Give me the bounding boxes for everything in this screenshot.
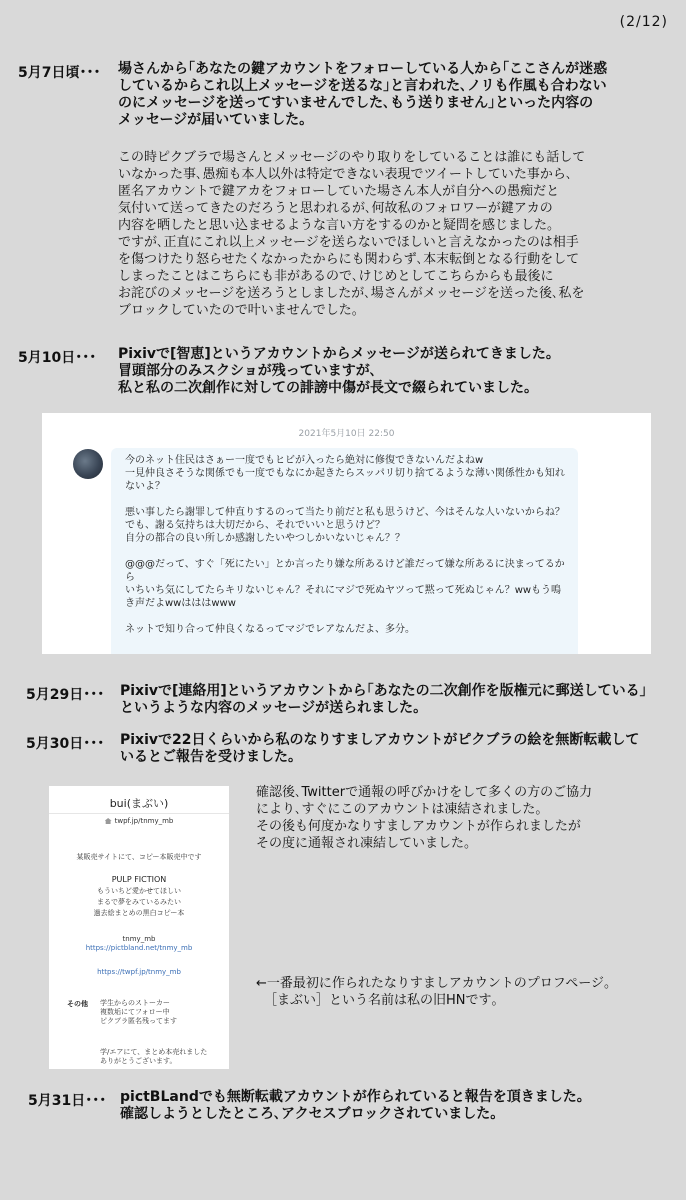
profile-handle: tnmy_mb xyxy=(122,935,156,943)
profile-link-pictbland[interactable]: https://pictbland.net/tnmy_mb xyxy=(85,944,193,952)
text-line: ［まぶい］という名前は私の旧HNです｡ xyxy=(264,993,499,1008)
message-line: ネットで知り合って仲良くなるってマジでレアなんだよ、多分。 xyxy=(125,624,415,635)
text-line: 学生からのストーカー xyxy=(100,999,170,1007)
message-line: でも、謝る気持ちは大切だから、それでいいと思うけど？ xyxy=(125,520,385,531)
date-may29: 5月29日･･･ xyxy=(26,687,105,703)
profile-name: bui(まぶい) xyxy=(109,797,169,810)
date-may31: 5月31日･･･ xyxy=(28,1093,107,1109)
entry-may7-detail xyxy=(118,149,585,319)
divider xyxy=(49,813,229,814)
message-line: 一見仲良さそうな関係でも一度でもなにか起きたらスッパリ切り捨てるような薄い関係性かも知れ xyxy=(125,468,565,479)
date-may7: 5月7日頃･･･ xyxy=(18,65,101,81)
text-line: しまったことはこちらにも非があるので､けじめとしてこちらからも最後に xyxy=(118,269,554,284)
profile-link-twpf[interactable]: https://twpf.jp/tnmy_mb xyxy=(97,968,181,976)
entry-may31-summary xyxy=(120,1089,584,1123)
text-line: というような内容のメッセージが送られました｡ xyxy=(120,700,421,716)
text-line: 私と私の二次創作に対しての誹謗中傷が長文で綴られていました｡ xyxy=(118,380,531,396)
text-line: ←一番最初に作られたなりすましアカウントのプロフページ｡ xyxy=(256,976,611,991)
profile-desc-line: まるで夢をみているみたい xyxy=(97,898,181,906)
profile-screenshot xyxy=(49,786,229,1069)
message-line xyxy=(125,493,568,506)
text-line: 内容を晒したと思い込ませるような言い方をするのかと疑問を感じました｡ xyxy=(118,218,554,233)
home-icon xyxy=(105,818,112,824)
message-line: 悪い事したら謝罪して仲直りするのって当たり前だと私も思うけど、今はそんな人いないからね？ xyxy=(125,507,565,518)
profile-caption xyxy=(256,975,610,1009)
text-line: その度に通報され凍結していました｡ xyxy=(256,836,471,851)
message-line: 自分の都合の良い所しか感謝したいやつしかいないじゃん？？ xyxy=(125,533,405,544)
text-line: メッセージが届いていました｡ xyxy=(118,112,307,128)
text-line: を傷つけたり怒らせたくなかったからにも関わらず､本末転倒となる行動をして xyxy=(118,252,580,267)
text-line: しているからこれ以上メッセージを送るな｣と言われた､ノリも作風も合わない xyxy=(118,78,607,94)
text-line: ブロックしていたので叶いませんでした｡ xyxy=(118,303,359,318)
text-line: Pixivで22日くらいから私のなりすましアカウントがピクブラの絵を無断転載して xyxy=(120,732,640,748)
text-line: ピクブラ匿名残ってます xyxy=(100,1017,177,1025)
text-line: 冒頭部分のみスクショが残っていますが､ xyxy=(118,363,377,379)
entry-may30-summary xyxy=(120,732,639,766)
chat-screenshot xyxy=(42,413,651,654)
text-line: 複数垢にてフォロー中 xyxy=(100,1008,170,1016)
profile-section-text xyxy=(100,999,177,1026)
profile-section-label: その他 xyxy=(67,1000,88,1008)
avatar xyxy=(73,449,103,479)
text-line: 匿名アカウントで鍵アカをフォローしていた場さん本人が自分への愚痴だと xyxy=(118,184,560,199)
message-line: 今のネット住民はさぁー一度でもヒビが入ったら絶対に修復できないんだよねw xyxy=(125,455,484,466)
entry-may10-summary xyxy=(118,346,553,397)
text-line: いるとご報告を受けました｡ xyxy=(120,749,295,765)
message-line xyxy=(125,545,568,558)
profile-notice: 某販売サイトにて、コピー本販売中です xyxy=(76,853,202,861)
message-line: き声だよwwはははwww xyxy=(125,598,236,609)
entry-may30-detail xyxy=(256,784,592,852)
text-line: 気付いて送ってきたのだろうと思われるが､何故私のフォロワーが鍵アカの xyxy=(118,201,553,216)
text-line: Pixivで[連絡用]というアカウントから｢あなたの二次創作を版権元に郵送している｣ xyxy=(120,683,647,699)
message-line: @@@だって、すぐ「死にたい」とか言ったり嫌な所あるけど誰だって嫌な所あるに決まってるか xyxy=(125,559,565,570)
text-line: 確認しようとしたところ､アクセスブロックされていました｡ xyxy=(120,1106,498,1122)
text-line: Pixivで[智恵]というアカウントからメッセージが送られてきました｡ xyxy=(118,346,553,362)
message-line: いちいち気にしてたらキリないじゃん？それにマジで死ぬヤツって黙って死ぬじゃん？wwもう鳴 xyxy=(125,585,562,596)
entry-may7-summary xyxy=(118,61,607,129)
profile-link-label: twpf.jp/tnmy_mb xyxy=(114,817,174,825)
message-line: ないよ？ xyxy=(125,481,165,492)
text-line: 場さんから｢あなたの鍵アカウントをフォローしている人から｢ここさんが迷惑 xyxy=(118,61,608,77)
text-line: この時ピクブラで場さんとメッセージのやり取りをしていることは誰にも話して xyxy=(118,150,586,165)
text-line: のにメッセージを送ってすいませんでした､もう送りません｣といった内容の xyxy=(118,95,594,111)
profile-title: PULP FICTION xyxy=(111,875,167,884)
message-bubble xyxy=(111,448,578,654)
page-number: (2/12) xyxy=(619,14,668,30)
profile-footer xyxy=(100,1048,207,1066)
date-may30: 5月30日･･･ xyxy=(26,736,105,752)
chat-timestamp: 2021年5月10日 22:50 xyxy=(298,429,395,439)
message-line xyxy=(125,610,568,623)
profile-desc-line: もういちど愛かせてほしい xyxy=(97,887,181,895)
text-line: 確認後､Twitterで通報の呼びかけをして多くの方のご協力 xyxy=(256,785,593,800)
message-line: ら xyxy=(125,572,135,583)
text-line: 学/エアにて、まとめ本売れました xyxy=(100,1048,208,1056)
text-line: いなかった事､愚痴も本人以外は特定できない表現でツイートしていた事から､ xyxy=(118,167,573,182)
profile-link-top xyxy=(49,817,229,825)
text-line: ですが､正直にこれ以上メッセージを送らないでほしいと言えなかったのは相手 xyxy=(118,235,579,250)
text-line: お詫びのメッセージを送ろうとしましたが､場さんがメッセージを送った後､私を xyxy=(118,286,585,301)
text-line: その後も何度かなりすましアカウントが作られましたが xyxy=(256,819,581,834)
date-may10: 5月10日･･･ xyxy=(18,350,97,366)
text-line: ありがとうございます。 xyxy=(100,1057,177,1065)
text-line: により､すぐにこのアカウントは凍結されました｡ xyxy=(256,802,542,817)
text-line: pictBLandでも無断転載アカウントが作られていると報告を頂きました｡ xyxy=(120,1089,584,1105)
profile-desc-line: 過去絵まとめの黒白コピー本 xyxy=(93,909,185,917)
entry-may29-summary xyxy=(120,683,647,717)
